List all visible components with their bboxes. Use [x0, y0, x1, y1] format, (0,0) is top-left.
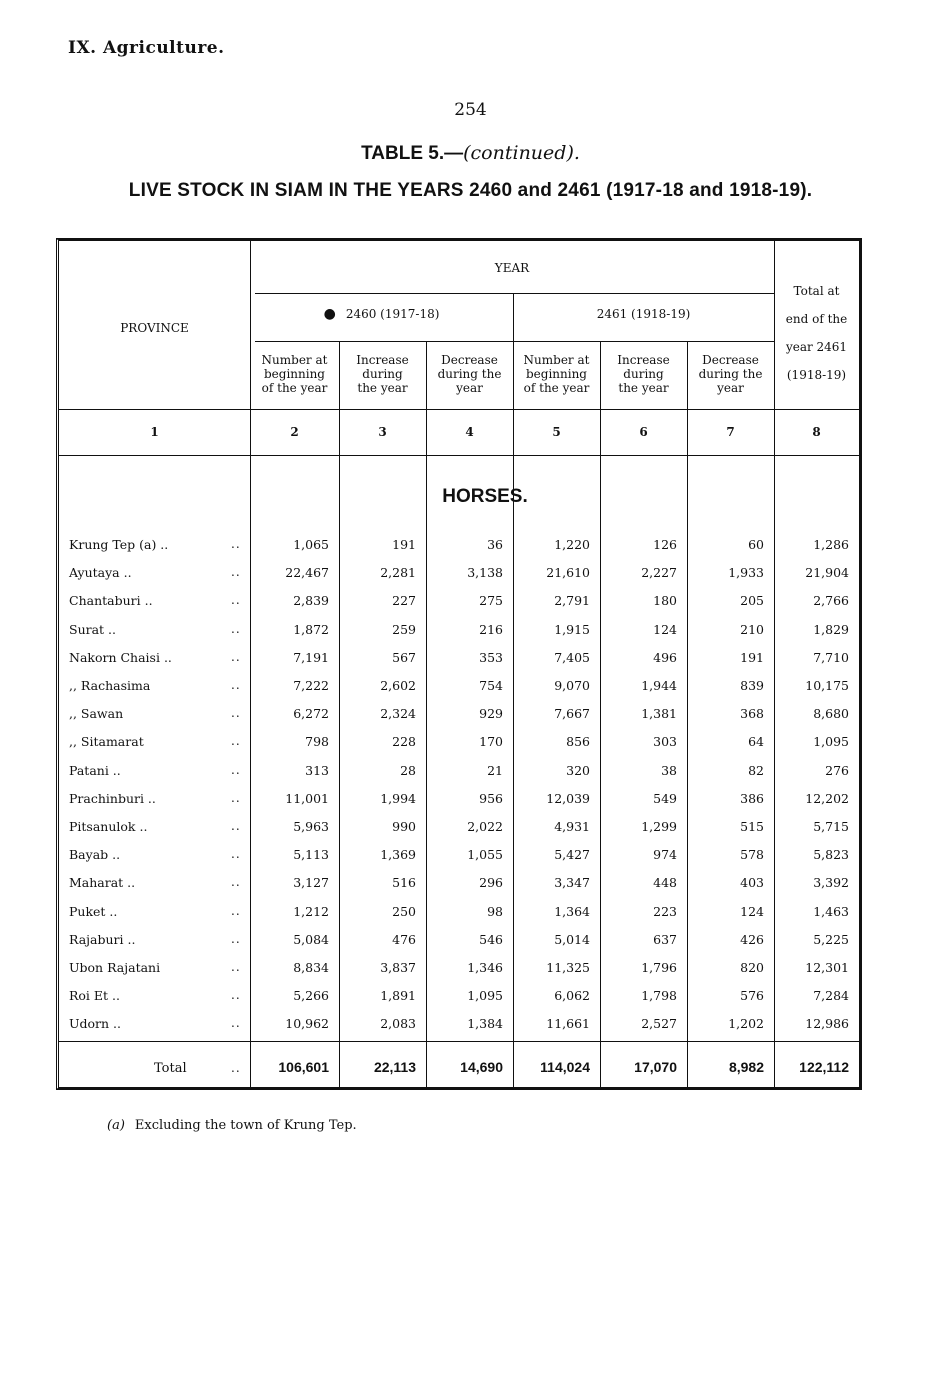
table-cell-value: 5,427: [554, 847, 590, 863]
table-cell-value: 21: [487, 762, 503, 778]
col-number: 5: [552, 425, 561, 439]
table-cell-value: 5,014: [554, 931, 590, 947]
province-name: Prachinburi ..: [69, 790, 156, 806]
leader-dots: ..: [231, 1016, 241, 1031]
header-col-6-line: the year: [618, 381, 669, 395]
total-cell-value: 106,601: [278, 1059, 329, 1075]
leader-dots: ..: [231, 706, 241, 721]
table-cell-value: 2,083: [380, 1016, 416, 1032]
header-total-line: Total at: [793, 284, 840, 298]
header-col-3-line: Increase: [356, 353, 409, 367]
row-rule: [255, 341, 774, 342]
header-col-3-line: the year: [357, 381, 408, 395]
leader-dots: ..: [231, 931, 241, 946]
total-cell-value: 14,690: [460, 1059, 503, 1075]
province-name: Ayutaya ..: [69, 565, 132, 581]
table-cell-value: 8,834: [293, 960, 329, 975]
table-cell-value: 1,944: [641, 678, 677, 693]
header-year-2460: [250, 307, 513, 321]
table-cell-value: 6,272: [293, 706, 329, 722]
col-number: 2: [290, 425, 299, 439]
table-cell-value: 3,138: [467, 565, 503, 581]
province-name: ,, Sawan: [69, 706, 124, 722]
table-title-main: TABLE 5.—: [361, 143, 464, 164]
table-cell-value: 205: [740, 593, 764, 609]
table-cell-value: 5,266: [293, 988, 329, 1004]
table-cell-value: 7,284: [813, 988, 849, 1004]
header-col-5-line: Number at: [523, 353, 590, 367]
province-name: ,, Rachasima: [69, 678, 151, 693]
page-number: 254: [454, 100, 487, 120]
total-cell-value: 114,024: [540, 1059, 590, 1075]
table-cell-value: 1,381: [641, 706, 677, 722]
col-number: 7: [726, 425, 735, 439]
table-cell-value: 1,095: [813, 734, 849, 750]
row-rule: [59, 455, 859, 456]
table-cell-value: 386: [740, 790, 764, 806]
table-cell-value: 1,915: [554, 621, 590, 637]
live-stock-table: [56, 238, 862, 1090]
table-cell-value: 1,212: [293, 903, 329, 919]
table-cell-value: 228: [392, 734, 416, 750]
table-cell-value: 1,994: [380, 790, 416, 806]
table-cell-value: 170: [479, 734, 503, 750]
table-cell-value: 1,220: [554, 537, 590, 552]
header-col-4: [426, 353, 513, 395]
province-name: Rajaburi ..: [69, 931, 136, 947]
leader-dots: ..: [231, 847, 241, 862]
table-subtitle: LIVE STOCK IN SIAM IN THE YEARS 2460 and 2461 (1917-18 and 1918-19).: [128, 180, 813, 201]
table-cell-value: 2,791: [554, 593, 590, 609]
header-province: PROVINCE: [120, 321, 189, 335]
table-cell-value: 250: [392, 903, 416, 919]
table-cell-value: 578: [740, 847, 764, 863]
header-col-6-line: Increase: [617, 353, 670, 367]
province-name: Bayab ..: [69, 847, 121, 863]
table-cell-value: 64: [748, 734, 764, 750]
header-col-3-line: during: [362, 367, 403, 381]
leader-dots: ..: [231, 790, 241, 805]
header-col-6: [600, 353, 687, 395]
table-cell-value: 12,986: [805, 1016, 849, 1032]
province-name: Roi Et ..: [69, 988, 120, 1004]
header-col-3: [339, 353, 426, 395]
table-cell-value: 798: [305, 734, 329, 750]
table-cell-value: 1,872: [293, 621, 329, 637]
table-cell-value: 180: [653, 593, 677, 609]
province-name: ,, Sitamarat: [69, 734, 144, 750]
header-col-2-line: Number at: [261, 353, 328, 367]
table-cell-value: 12,039: [546, 790, 590, 806]
header-col-5-line: beginning: [525, 367, 587, 381]
table-cell-value: 929: [479, 706, 503, 722]
table-cell-value: 2,281: [380, 565, 416, 581]
table-cell-value: 546: [479, 931, 503, 947]
header-col-5: [513, 353, 600, 395]
header-col-7-line: year: [717, 381, 744, 395]
leader-dots: ..: [231, 649, 241, 664]
table-cell-value: 839: [740, 678, 764, 693]
table-cell-value: 10,175: [805, 678, 849, 693]
table-cell-value: 313: [305, 762, 329, 778]
table-cell-value: 496: [653, 649, 677, 665]
table-cell-value: 223: [653, 903, 677, 919]
province-name: Udorn ..: [69, 1016, 122, 1032]
total-label: Total: [154, 1061, 187, 1076]
header-col-7: [687, 353, 774, 395]
header-year-2460-label: 2460 (1917-18): [345, 307, 440, 321]
col-number: 6: [639, 425, 648, 439]
table-cell-value: 426: [740, 931, 764, 947]
table-cell-value: 2,602: [380, 678, 416, 693]
table-cell-value: 576: [740, 988, 764, 1004]
table-cell-value: 11,001: [285, 790, 329, 806]
leader-dots: ..: [231, 903, 241, 918]
table-cell-value: 1,364: [554, 903, 590, 919]
header-col-7-line: during the: [698, 367, 763, 381]
province-name: Patani ..: [69, 762, 121, 778]
table-cell-value: 820: [740, 960, 764, 975]
total-cell-value: 8,982: [728, 1059, 764, 1075]
province-name: Surat ..: [69, 621, 116, 637]
header-year-2461: 2461 (1918-19): [596, 307, 691, 321]
table-cell-value: 303: [653, 734, 677, 750]
table-cell-value: 1,798: [641, 988, 677, 1004]
col-number: 3: [378, 425, 387, 439]
table-cell-value: 5,963: [293, 819, 329, 834]
table-cell-value: 1,463: [813, 903, 849, 919]
table-cell-value: 956: [479, 790, 503, 806]
table-cell-value: 21,610: [546, 565, 590, 581]
table-cell-value: 124: [740, 903, 764, 919]
table-cell-value: 276: [825, 762, 849, 778]
table-cell-value: 1,829: [813, 621, 849, 637]
leader-dots: ..: [231, 875, 241, 890]
table-cell-value: 12,202: [805, 790, 849, 806]
col-number: 4: [465, 425, 474, 439]
table-cell-value: 12,301: [805, 960, 849, 975]
header-col-4-line: Decrease: [441, 353, 498, 367]
province-name: Krung Tep (a) ..: [69, 537, 169, 552]
table-title-continued: (continued).: [463, 142, 580, 164]
table-cell-value: 476: [392, 931, 416, 947]
table-cell-value: 28: [400, 762, 416, 778]
header-total-line: year 2461: [785, 340, 848, 354]
header-total-line: end of the: [785, 312, 848, 326]
table-cell-value: 515: [740, 819, 764, 834]
table-cell-value: 11,325: [546, 960, 590, 975]
bullet-mark: ●: [323, 306, 336, 322]
province-name: Puket ..: [69, 903, 118, 919]
table-cell-value: 1,065: [293, 537, 329, 552]
table-cell-value: 9,070: [554, 678, 590, 693]
leader-dots: ..: [231, 960, 241, 974]
header-col-4-line: during the: [437, 367, 502, 381]
table-cell-value: 21,904: [805, 565, 849, 581]
row-rule: [59, 409, 859, 410]
table-cell-value: 124: [653, 621, 677, 637]
total-dots: ..: [231, 1061, 241, 1075]
table-cell-value: 3,392: [813, 875, 849, 891]
table-cell-value: 353: [479, 649, 503, 665]
table-cell-value: 11,661: [546, 1016, 590, 1032]
header-col-7-line: Decrease: [702, 353, 759, 367]
table-cell-value: 3,347: [554, 875, 590, 891]
header-col-5-line: of the year: [523, 381, 590, 395]
leader-dots: ..: [231, 819, 241, 833]
province-name: Ubon Rajatani: [69, 960, 161, 975]
table-cell-value: 191: [740, 649, 764, 665]
leader-dots: ..: [231, 537, 241, 551]
table-cell-value: 10,962: [285, 1016, 329, 1032]
table-title: [0, 142, 941, 165]
table-cell-value: 296: [479, 875, 503, 891]
table-cell-value: 8,680: [813, 706, 849, 722]
table-cell-value: 1,202: [728, 1016, 764, 1032]
province-name: Chantaburi ..: [69, 593, 153, 609]
footnote-text: Excluding the town of Krung Tep.: [134, 1118, 357, 1133]
table-cell-value: 856: [566, 734, 590, 750]
footnote: [107, 1118, 357, 1133]
footnote-mark: (a): [107, 1118, 125, 1133]
table-cell-value: 368: [740, 706, 764, 722]
table-cell-value: 1,286: [813, 537, 849, 552]
table-cell-value: 7,222: [293, 678, 329, 693]
table-cell-value: 4,931: [554, 819, 590, 834]
table-cell-value: 7,667: [554, 706, 590, 722]
table-cell-value: 1,299: [641, 819, 677, 834]
table-cell-value: 5,823: [813, 847, 849, 863]
header-total-line: (1918-19): [786, 368, 847, 382]
table-cell-value: 5,084: [293, 931, 329, 947]
leader-dots: ..: [231, 678, 241, 692]
leader-dots: ..: [231, 593, 241, 608]
total-cell-value: 17,070: [634, 1059, 677, 1075]
table-cell-value: 5,113: [293, 847, 329, 863]
leader-dots: ..: [231, 734, 241, 749]
table-cell-value: 1,346: [467, 960, 503, 975]
table-cell-value: 5,715: [813, 819, 849, 834]
table-cell-value: 5,225: [813, 931, 849, 947]
table-cell-value: 82: [748, 762, 764, 778]
table-cell-value: 1,095: [467, 988, 503, 1004]
table-cell-value: 7,710: [813, 649, 849, 665]
table-cell-value: 2,527: [641, 1016, 677, 1032]
table-cell-value: 549: [653, 790, 677, 806]
leader-dots: ..: [231, 988, 241, 1003]
header-col-2: [250, 353, 339, 395]
table-cell-value: 275: [479, 593, 503, 609]
table-cell-value: 7,191: [293, 649, 329, 665]
table-cell-value: 3,837: [380, 960, 416, 975]
header-year: YEAR: [494, 261, 530, 275]
header-col-2-line: beginning: [263, 367, 325, 381]
leader-dots: ..: [231, 621, 241, 636]
leader-dots: ..: [231, 565, 241, 580]
table-cell-value: 974: [653, 847, 677, 863]
total-cell-value: 122,112: [799, 1059, 849, 1075]
header-col-4-line: year: [456, 381, 483, 395]
table-cell-value: 990: [392, 819, 416, 834]
total-cell-value: 22,113: [373, 1059, 416, 1075]
table-cell-value: 60: [748, 537, 764, 552]
table-cell-value: 1,055: [467, 847, 503, 863]
table-cell-value: 754: [479, 678, 503, 693]
table-cell-value: 2,022: [467, 819, 503, 834]
province-name: Nakorn Chaisi ..: [69, 649, 172, 665]
table-cell-value: 216: [479, 621, 503, 637]
table-cell-value: 2,766: [813, 593, 849, 609]
header-total-at-end: [774, 277, 859, 389]
col-number: 1: [150, 425, 159, 439]
header-col-6-line: during: [623, 367, 664, 381]
header-col-2-line: of the year: [261, 381, 328, 395]
table-cell-value: 6,062: [554, 988, 590, 1004]
table-cell-value: 3,127: [293, 875, 329, 891]
table-cell-value: 1,796: [641, 960, 677, 975]
category-heading: HORSES.: [442, 486, 528, 507]
table-cell-value: 22,467: [285, 565, 329, 581]
table-cell-value: 448: [653, 875, 677, 891]
table-cell-value: 126: [653, 537, 677, 552]
table-cell-value: 7,405: [554, 649, 590, 665]
table-cell-value: 2,227: [641, 565, 677, 581]
table-cell-value: 320: [566, 762, 590, 778]
table-cell-value: 1,369: [380, 847, 416, 863]
row-rule: [59, 1041, 859, 1042]
table-cell-value: 1,933: [728, 565, 764, 581]
table-cell-value: 38: [661, 762, 677, 778]
table-cell-value: 516: [392, 875, 416, 891]
col-number: 8: [812, 425, 821, 439]
table-cell-value: 36: [487, 537, 503, 552]
table-cell-value: 210: [740, 621, 764, 637]
table-cell-value: 1,891: [380, 988, 416, 1004]
table-cell-value: 2,324: [380, 706, 416, 722]
table-cell-value: 637: [653, 931, 677, 947]
table-cell-value: 98: [487, 903, 503, 919]
table-cell-value: 259: [392, 621, 416, 637]
leader-dots: ..: [231, 762, 241, 777]
table-cell-value: 227: [392, 593, 416, 609]
section-heading: IX. Agriculture.: [68, 38, 225, 58]
table-cell-value: 403: [740, 875, 764, 891]
table-cell-value: 1,384: [467, 1016, 503, 1032]
row-rule: [255, 293, 774, 294]
table-cell-value: 191: [392, 537, 416, 552]
province-name: Pitsanulok ..: [69, 819, 148, 834]
province-name: Maharat ..: [69, 875, 136, 891]
table-cell-value: 567: [392, 649, 416, 665]
table-cell-value: 2,839: [293, 593, 329, 609]
